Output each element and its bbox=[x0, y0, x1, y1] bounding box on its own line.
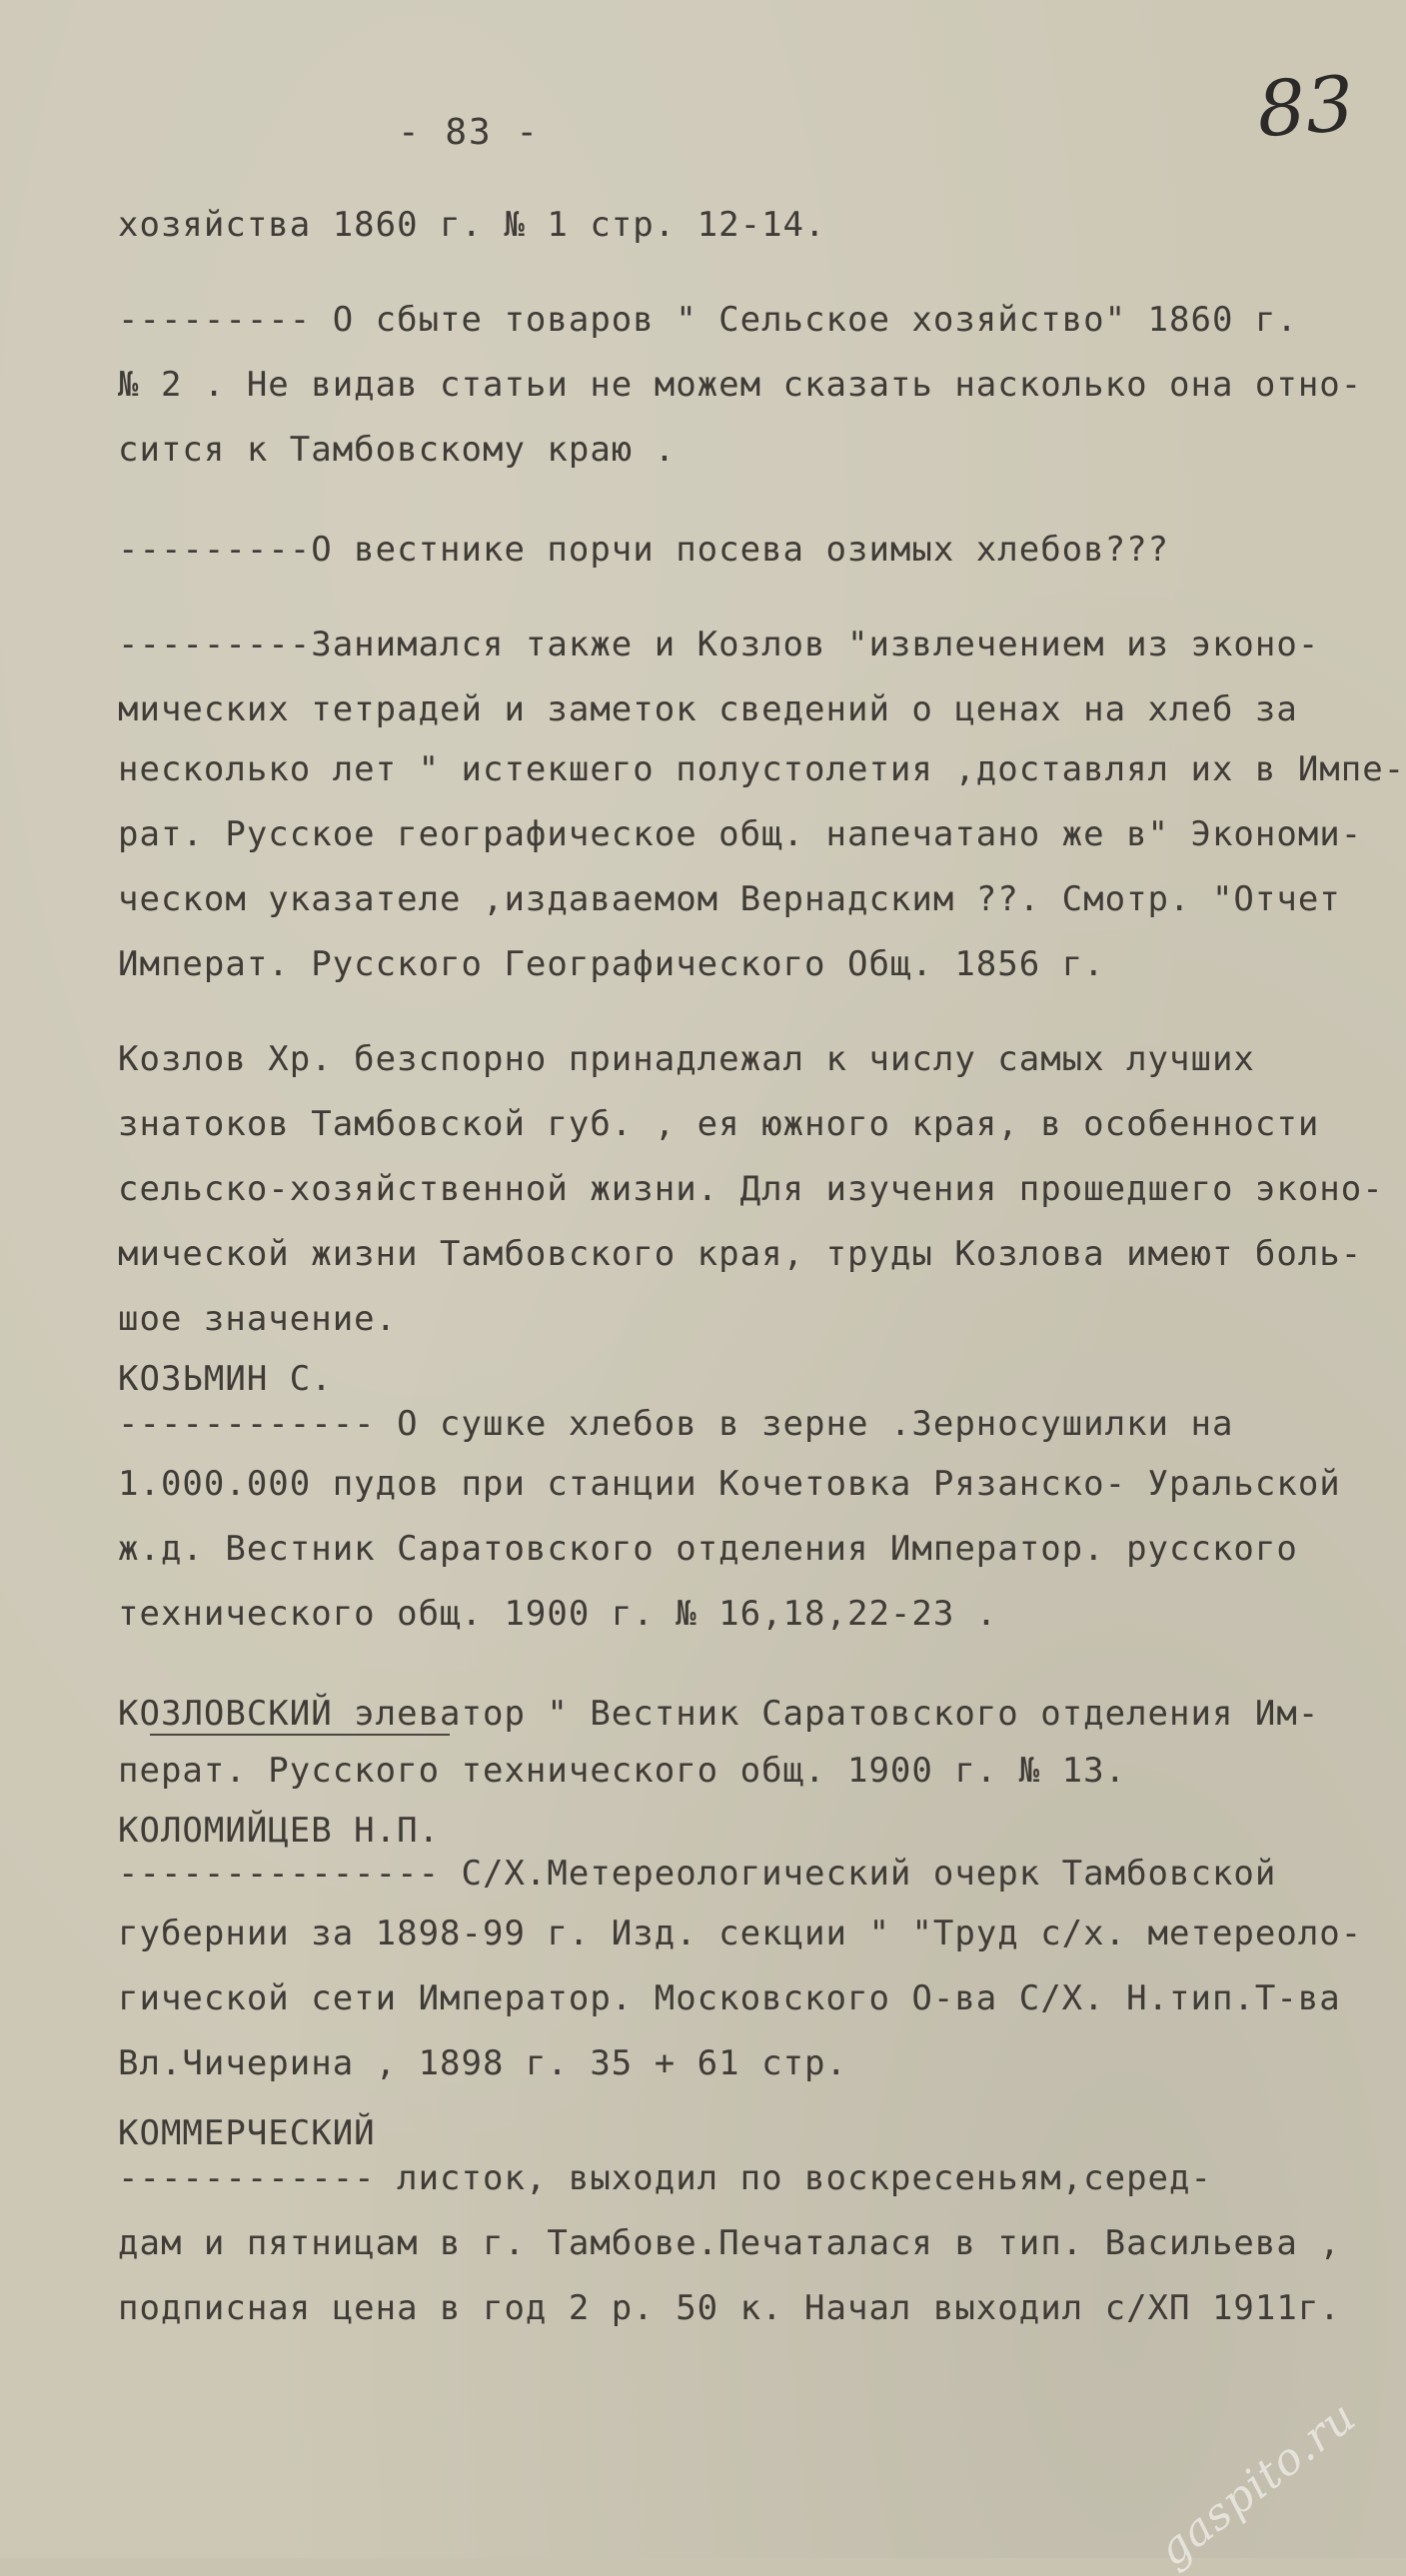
heading-underline bbox=[150, 1734, 450, 1736]
text-line: мических тетрадей и заметок сведений о ценах на хлеб за bbox=[118, 689, 1298, 729]
text-line: ---------О вестнике порчи посева озимых хлебов??? bbox=[118, 530, 1170, 570]
entry-heading: КОЗЛОВСКИЙ элеватор " Вестник Саратовского отделения Им- bbox=[118, 1694, 1320, 1734]
text-line: губернии за 1898-99 г. Изд. секции " "Труд с/х. метереоло- bbox=[118, 1914, 1363, 1953]
text-line: 1.000.000 пудов при станции Кочетовка Рязанско- Уральской bbox=[118, 1464, 1341, 1504]
text-line: подписная цена в год 2 р. 50 к. Начал выходил с/ХП 1911г. bbox=[118, 2288, 1341, 2328]
text-line: мической жизни Тамбовского края, труды Козлова имеют боль- bbox=[118, 1234, 1363, 1274]
text-line: ------------ листок, выходил по воскресеньям,серед- bbox=[118, 2158, 1212, 2198]
typed-page-number: - 83 - bbox=[398, 112, 541, 153]
text-line: хозяйства 1860 г. № 1 стр. 12-14. bbox=[118, 205, 826, 245]
text-line: ж.д. Вестник Саратовского отделения Император. русского bbox=[118, 1529, 1298, 1569]
entry-heading: КОММЕРЧЕСКИЙ bbox=[118, 2113, 376, 2153]
text-line: Козлов Хр. безспорно принадлежал к числу самых лучших bbox=[118, 1039, 1255, 1079]
text-line: --------------- С/Х.Метереологический очерк Тамбовской bbox=[118, 1854, 1277, 1894]
text-line: ческом указателе ,издаваемом Вернадским ??. Смотр. "Отчет bbox=[118, 879, 1341, 919]
handwritten-page-number: 83 bbox=[1254, 58, 1357, 155]
text-line: ---------Занимался также и Козлов "извлечением из эконо- bbox=[118, 625, 1320, 664]
text-line: несколько лет " истекшего полустолетия ,доставлял их в Импе- bbox=[118, 749, 1406, 789]
text-line: Вл.Чичерина , 1898 г. 35 + 61 стр. bbox=[118, 2043, 847, 2083]
text-line: № 2 . Не видав статьи не можем сказать насколько она отно- bbox=[118, 365, 1363, 405]
text-line: --------- О сбыте товаров " Сельское хозяйство" 1860 г. bbox=[118, 300, 1298, 340]
watermark: gaspito.ru bbox=[1148, 2390, 1366, 2576]
text-line: дам и пятницам в г. Тамбове.Печаталася в тип. Васильева , bbox=[118, 2223, 1341, 2263]
text-line: сится к Тамбовскому краю . bbox=[118, 430, 677, 470]
text-line: рат. Русское географическое общ. напечатано же в" Экономи- bbox=[118, 814, 1363, 854]
entry-heading: КОЗЬМИН С. bbox=[118, 1359, 333, 1399]
text-line: перат. Русского технического общ. 1900 г. № 13. bbox=[118, 1751, 1127, 1791]
text-line: ------------ О сушке хлебов в зерне .Зерносушилки на bbox=[118, 1404, 1234, 1444]
text-line: знатоков Тамбовской губ. , ея южного края, в особенности bbox=[118, 1104, 1320, 1144]
text-line: сельско-хозяйственной жизни. Для изучения прошедшего эконо- bbox=[118, 1169, 1384, 1209]
text-line: Императ. Русского Географического Общ. 1856 г. bbox=[118, 944, 1105, 984]
text-line: технического общ. 1900 г. № 16,18,22-23 . bbox=[118, 1594, 998, 1634]
text-line: шое значение. bbox=[118, 1299, 398, 1339]
text-line: гической сети Император. Московского О-ва С/Х. Н.тип.Т-ва bbox=[118, 1978, 1341, 2018]
entry-heading: КОЛОМИЙЦЕВ Н.П. bbox=[118, 1811, 441, 1851]
